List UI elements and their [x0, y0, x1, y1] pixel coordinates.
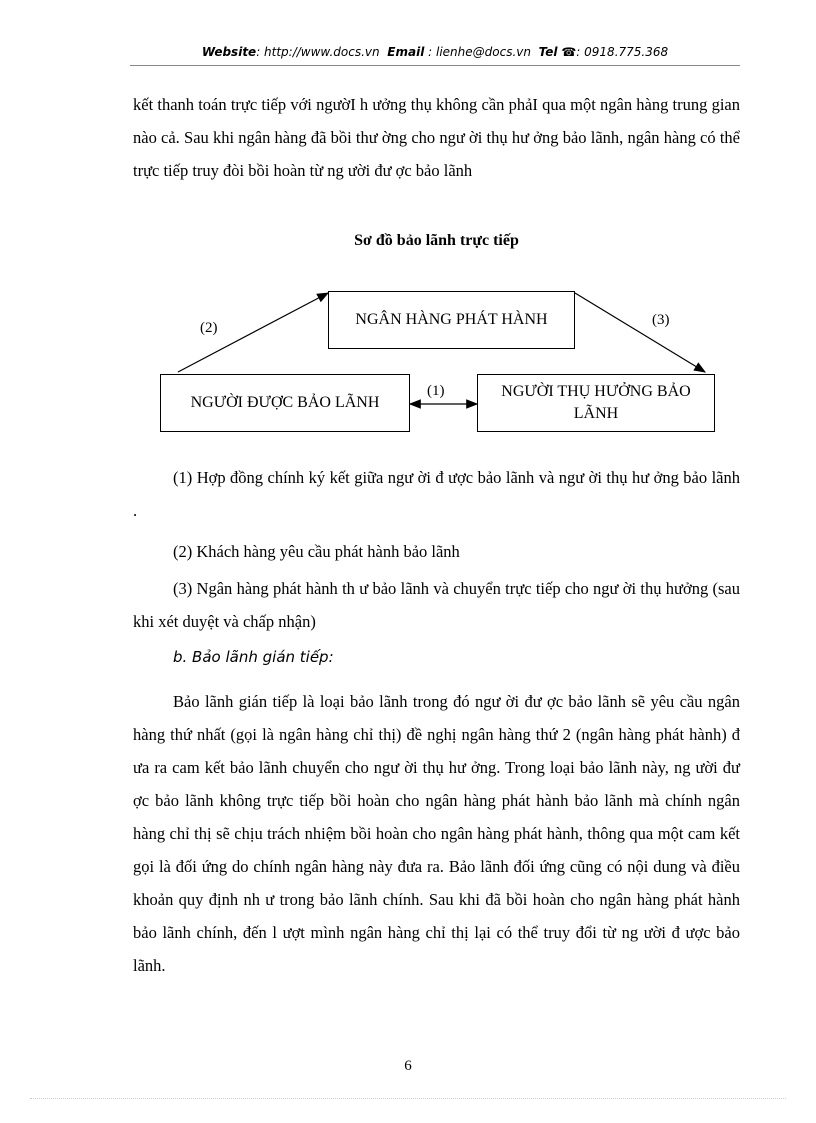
note-3: (3) Ngân hàng phát hành th ư bảo lãnh và chuyển trực tiếp cho ngư ời thụ hưởng (sau khi xét duyệt và chấp nhận) — [133, 579, 740, 631]
website-value: : http://www.docs.vn — [256, 45, 380, 59]
note-1: (1) Hợp đồng chính ký kết giữa ngư ời đ ược bảo lãnh và ngư ời thụ hư ởng bảo lãnh . — [133, 468, 740, 520]
body-paragraph: Bảo lãnh gián tiếp là loại bảo lãnh trong đó ngư ời đư ợc bảo lãnh sẽ yêu cầu ngân hàng thứ nhất (gọi là ngân hàng chỉ thị) đề nghị ngân hàng thứ 2 (ngân hàng phát hành) đ ưa ra cam kết bảo lãnh chuyển cho ngư ời thụ hư ởng. Trong loại bảo lãnh này, ng ười đư ợc bảo lãnh không trực tiếp bồi hoàn cho ngân hàng phát hành bảo lãnh mà chính ngân hàng chỉ thị sẽ chịu trách nhiệm bồi hoàn cho ngân hàng phát hành, thông qua một cam kết gọi là đối ứng do chính ngân hàng này đưa ra. Bảo lãnh đối ứng cũng có nội dung và điều khoản quy định nh ư trong bảo lãnh chính. Sau khi đã bồi hoàn cho ngân hàng phát hành bảo lãnh chính, đến l ượt mình ngân hàng chỉ thị lại có thể truy đổi từ ng ười đ ược bảo lãnh. — [133, 692, 740, 975]
email-value: : lienhe@docs.vn — [428, 45, 531, 59]
bank-box — [328, 291, 575, 349]
note-2: (2) Khách hàng yêu cầu phát hành bảo lãnh — [173, 542, 460, 561]
beneficiary-box-label: NGƯỜI THỤ HƯỞNG BẢO LÃNH — [501, 383, 691, 422]
email-label: Email — [387, 45, 425, 59]
phone-icon: ☎ — [561, 45, 577, 59]
arrow-label-3: (3) — [652, 312, 670, 328]
tel-label: Tel — [538, 45, 558, 59]
arrow-3 — [575, 293, 705, 372]
diagram-title: Sơ đồ bảo lãnh trực tiếp — [354, 232, 519, 249]
section-heading: b. Bảo lãnh gián tiếp: — [173, 648, 334, 666]
website-label: Website — [201, 45, 257, 59]
arrow-label-2: (2) — [200, 320, 218, 336]
beneficiary-box — [477, 374, 715, 432]
tel-value: : 0918.775.368 — [576, 45, 669, 59]
applicant-box-label: NGƯỜI ĐƯỢC BẢO LÃNH — [190, 394, 380, 411]
arrow-label-1: (1) — [427, 383, 445, 399]
applicant-box — [160, 374, 410, 432]
footer-divider — [30, 1098, 786, 1099]
page-number: 6 — [404, 1058, 412, 1074]
intro-paragraph: kết thanh toán trực tiếp với ngườI h ưởng thụ không cần phảI qua một ngân hàng trung gian nào cả. Sau khi ngân hàng đã bồi thư ờng cho ngư ời thụ hư ởng bảo lãnh, ngân hàng có thể trực tiếp truy đòi bồi hoàn từ ng ười đư ợc bảo lãnh — [133, 95, 740, 180]
bank-box-label: NGÂN HÀNG PHÁT HÀNH — [355, 311, 548, 328]
